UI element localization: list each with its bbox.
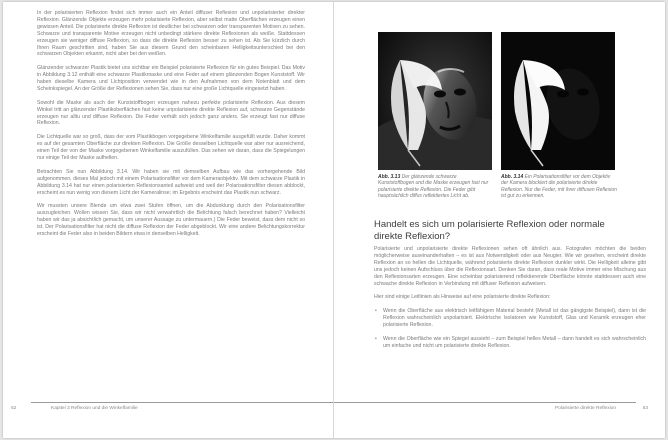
book-spread — [3, 2, 665, 438]
figure-3-14-photo — [501, 32, 615, 170]
mask-and-feather-image — [378, 32, 492, 170]
section-heading: Handelt es sich um polarisierte Reflexion oder normale direkte Reflexion? — [374, 219, 605, 242]
paragraph: Die Lichtquelle war so groß, dass der vom Plastikbogen vorgegebene Winkelfamilie ausgefüllt wurde. Daher kommt es auf der gesamten Oberfläche zur direkten Reflexion. Die Größe desselben Lichtquelle war aber nur ausreichend, einen Teil der von der Maske vorgegebenen Winkelfamilie auszufüllen. Das sehen wir daran, dass die Spiegelungen nur einige Teil der Maske aufhellen. — [37, 134, 305, 161]
paragraph: Glänzender schwarzer Plastik bietet uns sichtbar ein Beispiel polarisierte Reflexion für ein gutes Beispiel. Das Motiv in Abbildung 3.12 enthält eine schwarze Plastikmaske und eine Feder auf einem glänzenden Bogen Kunststoff. Wir haben dieselbe Kamera und Lichtposition verwendet wie in den Aufnahmen von dem Notenblatt und dem Scheinkspiegel. An der Größe der Reflexionen sehen Sie, dass nur eine große Lichtquelle eingesetzt haben. — [37, 65, 305, 92]
left-body-text — [37, 10, 305, 245]
page-number: 52 — [11, 406, 17, 411]
figure-3-14-caption — [501, 174, 617, 200]
right-body-text — [374, 246, 646, 356]
paragraph: Betrachten Sie nun Abbildung 3.14. Wir haben sie mit demselben Aufbau wie das vorhergehende Bild aufgenommen, dieses Mal jedoch mit einem Polarisationsfilter vor dem Kameraobjektiv. Mit dem schwarze Plastik in Abbildung 3.14 hat nur einen polarisierten Reflexionsanteil aufweist und weil der Polarisationsfilter diesen abblockt, erscheint es nun wenig von diesem Licht der Kameralinse; im Ergebnis erscheint das Plastik nun schwarz. — [37, 168, 305, 196]
paragraph: Hier sind einige Leitlinien als Hinweise auf eine polarisierte direkte Reflexion: — [374, 294, 551, 301]
paragraph: In der polarisierten Reflexion findet sich immer auch ein Anteil diffuser Reflexion und unpolarisierter direkter Reflexion. Glänzende Objekte erzeugen mehr polarisierte Reflexion, aber selbst matte Oberflächen erzeugen einen gewissen Anteil. Die polarisierte direkte Reflexion ist deutlicher bei schwarzen oder transparenten Motiven zu sehen. Schwarze und transparente Motive erzeugen nicht unbedingt stärkere direkte Reflexionen als weiße. Stattdessen erzeugen sie weniger diffuse Reflexion, so dass die direkte Reflexion besser zu sehen ist. Als Sie kürzlich durch Ihren Raum geschritten sind, haben Sie aus diesem Grund den scheinbaren Helligkeitsunterschied bei den schwarzen Objekten erkannt, nicht aber bei den weißen. — [37, 10, 305, 58]
paragraph: Sowohl die Maske als auch der Kunststoffbogen erzeugen nahezu perfekte polarisierte Reflexion. Aus diesem Winkel tritt an glänzender Plastikoberflächen fast keine unpolarisierte direkte Reflexion auf, schwarze Gegenstände erzeugen nur alltu und diffuse Reflexion. Die Feder verhält sich jedoch ganz anders. Sie erzeugt fast nur diffuse Reflexion. — [37, 99, 305, 127]
polarized-mask-and-feather-image — [501, 32, 615, 170]
left-footer — [11, 402, 333, 412]
right-footer — [334, 402, 648, 412]
guideline-list — [374, 308, 646, 349]
right-page — [334, 2, 665, 438]
paragraph: Polarisierte und unpolarisierte direkte Reflexionen sehen oft ähnlich aus. Fotografen möchten die beiden möglicherweise auseinanderhalten – es ist aus Notwendigkeit oder aus Neugier. Wie wir gesehen, erscheint direkte Reflexion an so hellen die Lichtquelle, während polarisierte direkte Reflexion dunkler wirkt. Die Helligkeit alleine gibt uns jedoch keinen Aufschluss über die Reflexionsart. Denken Sie daran, dass reale Motive immer eine Mischung aus den Reflexionsarten erzeugen. Eine scheinbar polarisierend reflektierende Oberfläche könnte stattdessen auch eine schwache direkte Reflexion in Verbindung mit diffuser Reflexion aufweisen. — [374, 246, 646, 287]
figure-3-13-photo — [378, 32, 492, 170]
figure-3-13-caption — [378, 174, 494, 200]
caption-text: Ein Polarisationsfilter vor dem Objektiv der Kamera blockiert die polarisierte direkte Reflexion. Nur die Feder, mit ihrer diffusen Reflexion ist gut zu erkennen. — [501, 174, 617, 200]
caption-text: Der glänzende schwarze Kunststoffbogen und die Maske erzeugen fast nur polarisierte direkte Reflexion. Die Feder gibt hauptsächlich diffus reflektiertes Licht ab. — [378, 174, 489, 200]
paragraph: Wir mussten unsere Blende um etwa zwei Stufen öffnen, um die Abdunklung durch den Polarisationsfilter auszugleichen. Wollen wissen Sie, dass wir nicht verwahrtlich die Belichtung falsch berechnet haben? Vielleicht haben wir das ja absichtlich gemacht, um unserer Aussage zu untermauern.) Die Feder beweist, dass dem nicht so ist. Der Polarisationsfilter hat nicht die diffuse Reflexion der Feder abgeblockt. Wir eine andere Belichtungskorrektur erscheint die Feder also in beiden Bildern etwa in denselben Helligkeit. — [37, 203, 305, 237]
left-page — [3, 2, 334, 438]
caption-label: Abb. 3.14 — [501, 174, 524, 180]
list-item: • Wenn die Oberfläche wie ein Spiegel aussieht – zum Beispiel helles Metall – dann handelt es sich wahrscheinlich um einfache und nicht um polarisierte direkte Reflexion. — [374, 336, 646, 350]
caption-label: Abb. 3.13 — [378, 174, 401, 180]
chapter-title: Kapitel 3 Reflexion und die Winkelfamilie — [51, 406, 138, 411]
list-item: • Wenn die Oberfläche aus elektrisch leitfähigem Material besteht (Metall ist das gängigste Beispiel), dann ist die Reflexion wahrscheinlich unpolarisiert. Elektrische Isolatoren wie Kunststoff, Glas und Keramik erzeugen eher polarisierte Reflexion. — [374, 308, 646, 329]
page-number: 53 — [642, 406, 648, 411]
section-title: Polarisierte direkte Reflexion — [554, 406, 616, 411]
